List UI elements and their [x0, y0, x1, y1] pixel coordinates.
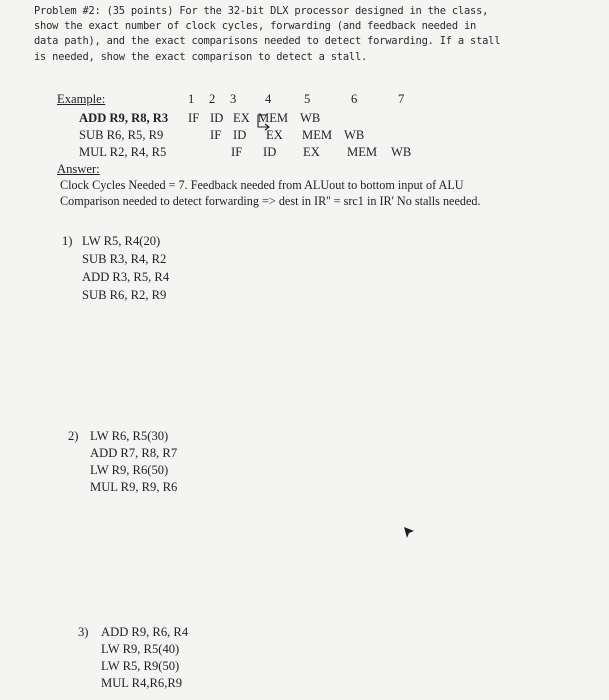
- instruction-line: LW R5, R9(50): [101, 659, 180, 673]
- problem-number: 2): [68, 429, 79, 443]
- problem-line: data path), and the exact comparisons needed to detect forwarding. If a stall: [34, 35, 501, 48]
- problem-line: Problem #2: (35 points) For the 32-bit DLX processor designed in the class,: [34, 5, 489, 17]
- stage-mem: MEM: [302, 128, 333, 142]
- stage-wb: WB: [344, 128, 365, 142]
- stage-id: ID: [233, 128, 247, 142]
- forwarding-arrow-icon: [255, 112, 275, 132]
- mouse-cursor-icon: [403, 526, 415, 540]
- answer-line: Clock Cycles Needed = 7. Feedback needed from ALUout to bottom input of ALU: [60, 178, 464, 192]
- instruction-line: SUB R3, R4, R2: [82, 252, 167, 266]
- instruction-line: LW R9, R5(40): [101, 642, 180, 656]
- instruction-line: ADD R9, R6, R4: [101, 625, 189, 639]
- cycle-number: 7: [398, 92, 405, 106]
- problem-statement: [34, 4, 594, 65]
- problem-line: show the exact number of clock cycles, forwarding (and feedback needed in: [34, 20, 477, 33]
- stage-mem: MEM: [258, 111, 289, 125]
- stage-ex: EX: [303, 145, 320, 159]
- example-instruction: SUB R6, R5, R9: [79, 128, 164, 142]
- instruction-line: ADD R3, R5, R4: [82, 270, 170, 284]
- instruction-line: MUL R4,R6,R9: [101, 676, 183, 690]
- example-instruction: MUL R2, R4, R5: [79, 145, 167, 159]
- cycle-number: 5: [304, 92, 311, 106]
- cycle-number: 1: [188, 92, 195, 106]
- stage-wb: WB: [300, 111, 321, 125]
- stage-ex: EX: [233, 111, 250, 125]
- stage-wb: WB: [391, 145, 412, 159]
- stage-id: ID: [263, 145, 277, 159]
- cycle-number: 3: [230, 92, 237, 106]
- instruction-line: LW R6, R5(30): [90, 429, 169, 443]
- stage-mem: MEM: [347, 145, 378, 159]
- example-label: Example:: [57, 92, 106, 106]
- instruction-line: LW R9, R6(50): [90, 463, 169, 477]
- stage-id: ID: [210, 111, 224, 125]
- problem-line: is needed, show the exact comparison to detect a stall.: [34, 50, 368, 63]
- stage-ex: EX: [266, 128, 283, 142]
- instruction-line: SUB R6, R2, R9: [82, 288, 167, 302]
- stage-if: IF: [210, 128, 222, 142]
- stage-if: IF: [231, 145, 243, 159]
- instruction-line: LW R5, R4(20): [82, 234, 161, 248]
- instruction-line: ADD R7, R8, R7: [90, 446, 178, 460]
- problem-number: 1): [62, 234, 73, 248]
- answer-label: Answer:: [57, 162, 100, 176]
- example-instruction: ADD R9, R8, R3: [79, 111, 169, 125]
- cycle-number: 6: [351, 92, 358, 106]
- cycle-number: 4: [265, 92, 272, 106]
- instruction-line: MUL R9, R9, R6: [90, 480, 178, 494]
- problem-number: 3): [78, 625, 89, 639]
- stage-if: IF: [188, 111, 200, 125]
- answer-line: Comparison needed to detect forwarding => dest in IR'' = src1 in IR' No stalls needed.: [60, 194, 481, 208]
- cycle-number: 2: [209, 92, 216, 106]
